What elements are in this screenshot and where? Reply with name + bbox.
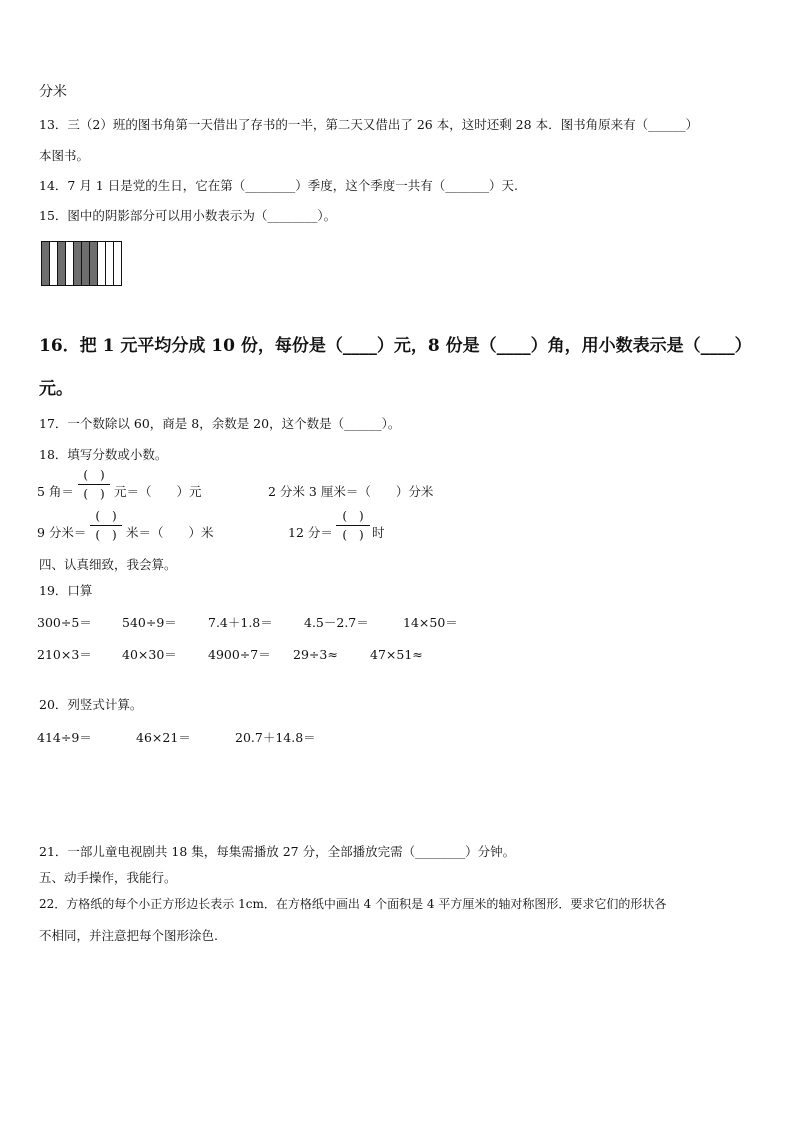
question-14: 14．7 月 1 日是党的生日，它在第（________）季度，这个季度一共有（_______）天. [39, 178, 518, 193]
q19-item: 29÷3≈ [293, 647, 338, 662]
q18-c-rest: 米＝（ ）米 [126, 525, 214, 540]
q19-item: 540÷9＝ [122, 615, 177, 630]
q19-item: 4900÷7＝ [208, 647, 271, 662]
fraction-numerator: ( ) [95, 509, 117, 523]
question-22-line2: 不相同，并注意把每个图形涂色. [39, 928, 218, 943]
q18-a-prefix: 5 角＝ [37, 484, 74, 499]
fraction-denominator: ( ) [83, 487, 105, 501]
fraction-denominator: ( ) [342, 528, 364, 542]
q19-item: 7.4＋1.8＝ [208, 615, 273, 630]
q20-item: 20.7＋14.8＝ [235, 730, 316, 745]
q19-item: 47×51≈ [370, 647, 423, 662]
question-22-line1: 22．方格纸的每个小正方形边长表示 1cm．在方格纸中画出 4 个面积是 4 平方厘米的轴对称图形．要求它们的形状各 [39, 897, 667, 911]
q19-item: 4.5－2.7＝ [304, 615, 369, 630]
q19-item: 14×50＝ [403, 615, 458, 630]
section-5-heading: 五、动手操作，我能行。 [39, 870, 177, 885]
q19-item: 210×3＝ [37, 647, 92, 662]
q19-item: 40×30＝ [122, 647, 177, 662]
question-16-line1: 16．把 1 元平均分成 10 份，每份是（____）元，8 份是（____）角，用小数表示是（____） [39, 336, 752, 356]
fraction-numerator: ( ) [342, 509, 364, 523]
question-18: 18．填写分数或小数。 [39, 447, 168, 462]
fraction-numerator: ( ) [83, 468, 105, 482]
question-19: 19．口算 [39, 583, 93, 598]
section-4-heading: 四、认真细致，我会算。 [39, 557, 177, 572]
q18-c-prefix: 9 分米＝ [37, 525, 87, 540]
question-13-line1: 13．三（2）班的图书角第一天借出了存书的一半，第二天又借出了 26 本，这时还剩 28 本．图书角原来有（______） [39, 117, 699, 132]
question-15: 15．图中的阴影部分可以用小数表示为（________）。 [39, 208, 337, 223]
q18-d-fraction [336, 509, 370, 542]
question-20: 20．列竖式计算。 [39, 697, 143, 712]
q20-item: 414÷9＝ [37, 730, 92, 745]
shaded-strips-figure [41, 241, 121, 286]
q18-a-rest: 元＝（ ）元 [114, 484, 202, 499]
q18-d-prefix: 12 分＝ [288, 525, 333, 540]
q18-d-suffix: 时 [372, 525, 385, 540]
fraction-denominator: ( ) [95, 528, 117, 542]
question-17: 17．一个数除以 60，商是 8，余数是 20，这个数是（______）。 [39, 416, 401, 431]
q18-b: 2 分米 3 厘米＝（ ）分米 [268, 484, 434, 499]
question-16-line2: 元。 [39, 379, 73, 399]
question-21: 21．一部儿童电视剧共 18 集，每集需播放 27 分，全部播放完需（________）分钟。 [39, 844, 516, 859]
q19-item: 300÷5＝ [37, 615, 92, 630]
q18-a-fraction [78, 468, 110, 501]
question-13-line2: 本图书。 [39, 148, 90, 163]
continued-unit: 分米 [39, 84, 67, 100]
q20-item: 46×21＝ [136, 730, 191, 745]
strip-empty [113, 241, 122, 286]
q18-c-fraction [90, 509, 122, 542]
